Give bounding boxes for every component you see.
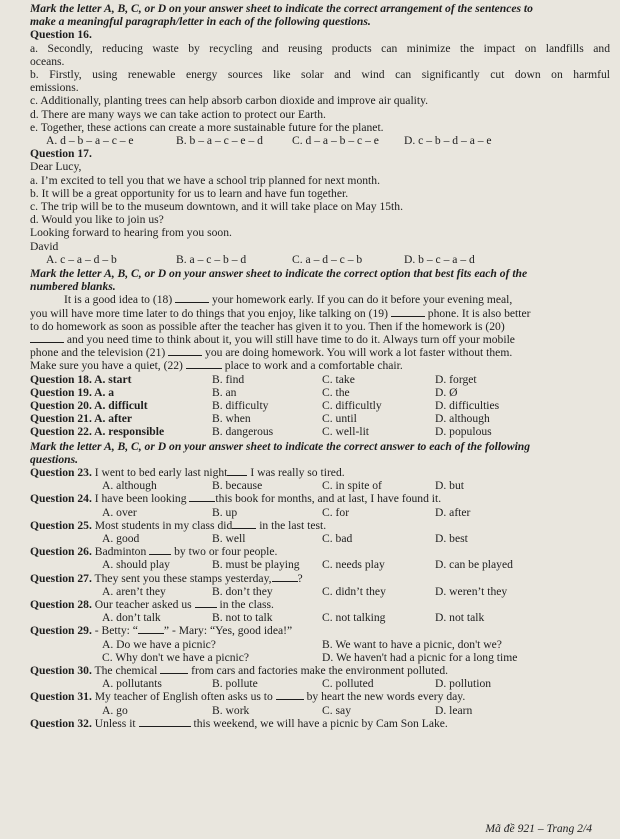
passage-text: you are doing homework. You will work a lot faster without them. [205,346,513,360]
question-stem: ? [297,571,303,585]
question-label: Question 30. [30,663,92,677]
passage-text: Make sure you have a quiet, (22) [30,359,183,373]
question-stem: Badminton [94,545,147,559]
q18-label-option-a[interactable]: Question 18. A. start [30,372,132,386]
question-stem: Unless it [94,716,136,730]
q22-option-b[interactable]: B. dangerous [212,425,274,439]
question-label: Question 27. [30,571,92,585]
question-stem: in the class. [219,597,274,611]
question-stem: My teacher of English often asks us to [94,690,273,704]
option-b[interactable]: B. up [212,505,238,519]
question-label: Question 25. [30,518,92,532]
blank-22[interactable] [186,359,222,369]
q21-options [30,412,610,425]
passage-text: place to work and a comfortable chair. [224,359,403,373]
answer-blank[interactable] [227,466,247,476]
q24-options [30,506,610,519]
question-stem: this weekend, we will have a picnic by Cam Son Lake. [193,716,448,730]
option-c[interactable]: C. polluted [322,677,374,691]
blank-19[interactable] [391,307,425,317]
question-label: Question 28. [30,597,92,611]
question-label: Question 26. [30,545,92,559]
answer-blank[interactable] [139,717,191,727]
option-b[interactable]: B. work [212,703,250,717]
option-d[interactable]: D. not talk [435,611,485,625]
passage-text: and you need time to think about it, you will still have time to do it. Always turn off your mobile [66,333,515,347]
q16-sentence: d. There are many ways we can take action to protect our Earth. [30,107,326,121]
option-a[interactable]: A. good [102,531,140,545]
answer-blank[interactable] [160,664,188,674]
passage-line [30,293,610,306]
answer-blank[interactable] [195,598,217,608]
option-a[interactable]: A. over [102,505,137,519]
option-b[interactable]: B. because [212,479,263,493]
question-32 [30,717,610,730]
q20-option-c[interactable]: C. difficultly [322,399,382,413]
q21-option-d[interactable]: D. although [435,412,490,426]
q27-options [30,585,610,598]
question-stem: by two or four people. [174,545,278,559]
question-stem: They sent you these stamps yesterday, [94,571,272,585]
question-16-label: Question 16. [30,28,92,42]
question-stem: this book for months, and at last, I have found it. [215,492,442,506]
option-c[interactable]: C. not talking [322,611,386,625]
option-b[interactable]: B. pollute [212,677,258,691]
passage-text: you will have more time later to do things that you enjoy, like talking on (19) [30,306,388,320]
question-stem: I was really so tired. [250,466,345,479]
q22-option-c[interactable]: C. well-lit [322,425,370,439]
option-d[interactable]: D. can be played [435,558,513,572]
answer-blank[interactable] [276,690,304,700]
question-23 [30,466,610,479]
q18-options [30,373,610,386]
question-label: Question 23. [30,466,92,479]
passage-text: phone. It is also better [427,306,531,320]
q18-option-c[interactable]: C. take [322,372,355,386]
option-a[interactable]: A. aren’t they [102,584,166,598]
q16-options [30,134,610,147]
instruction-cloze-line-1: Mark the letter A, B, C, or D on your answer sheet to indicate the correct option that best fits each of the [30,267,528,281]
answer-blank[interactable] [138,624,164,634]
q21-option-c[interactable]: C. until [322,412,357,426]
instruction-questions-line-1: Mark the letter A, B, C, or D on your answer sheet to indicate the correct answer to each of the following [30,439,531,453]
option-b[interactable]: B. not to talk [212,611,273,625]
q19-label-option-a[interactable]: Question 19. A. a [30,385,115,399]
option-c[interactable]: C. in spite of [322,479,382,493]
q26-options [30,558,610,571]
q19-options [30,386,610,399]
question-stem: The chemical [94,663,158,677]
option-b[interactable]: B. well [212,531,246,545]
question-stem: from cars and factories make the environment polluted. [191,663,449,677]
q17-line: Looking forward to hearing from you soon. [30,226,232,240]
q31-options [30,704,610,717]
option-d[interactable]: D. pollution [435,677,492,691]
q17-line: b. It will be a great opportunity for us to learn and have fun together. [30,186,349,200]
q22-option-d[interactable]: D. populous [435,425,492,439]
blank-20[interactable] [30,333,64,343]
q17-option-c[interactable]: C. a – d – c – b [292,252,363,266]
option-d[interactable]: D. best [435,531,468,545]
question-stem: by heart the new words every day. [306,690,466,704]
q17-line: a. I’m excited to tell you that we have a school trip planned for next month. [30,173,380,187]
option-c[interactable]: C. bad [322,531,353,545]
q17-options [30,253,610,266]
passage-line [30,346,610,359]
q18-option-b[interactable]: B. find [212,372,245,386]
question-stem: I went to bed early last night [94,466,228,479]
blank-21[interactable] [168,346,202,356]
question-28 [30,598,610,611]
option-c[interactable]: C. say [322,703,351,717]
question-25 [30,519,610,532]
option-b[interactable]: B. We want to have a picnic, don't we? [322,637,502,651]
option-d[interactable]: D. after [435,505,471,519]
q23-options [30,479,610,492]
q21-option-b[interactable]: B. when [212,412,251,426]
passage-line: to do homework as soon as possible after the teacher has given it to you. Then if the homework is (20) [30,319,505,333]
q20-option-b[interactable]: B. difficulty [212,399,269,413]
option-c[interactable]: C. needs play [322,558,385,572]
q20-options [30,399,610,412]
q17-line: Dear Lucy, [30,160,82,174]
option-d[interactable]: D. but [435,479,464,493]
question-stem: Most students in my class did [94,518,233,532]
q21-label-option-a[interactable]: Question 21. A. after [30,412,133,426]
q29-options-cd [30,651,610,664]
q17-line: David [30,239,59,253]
answer-blank[interactable] [149,545,171,555]
question-stem: - Betty: “ [94,624,138,638]
q17-option-a[interactable]: A. c – a – d – b [46,252,117,266]
passage-line [30,307,610,320]
passage-line [30,333,610,346]
passage-text: phone and the television (21) [30,346,166,360]
option-a[interactable]: A. go [102,703,128,717]
instruction-arrangement-line-1: Mark the letter A, B, C, or D on your answer sheet to indicate the correct arrangement of the sentences to [30,2,533,15]
question-31 [30,690,610,703]
option-d[interactable]: D. weren’t they [435,584,508,598]
question-stem: ” - Mary: “Yes, good idea!” [163,624,293,638]
q16-sentence: b. Firstly, using renewable energy sources like solar and wind can significantly cut down on harmful [30,68,610,82]
q20-option-d[interactable]: D. difficulties [435,399,500,413]
question-27 [30,572,610,585]
question-24 [30,492,610,505]
q22-options [30,425,610,438]
question-26 [30,545,610,558]
passage-text: your homework early. If you can do it before your evening meal, [212,293,513,307]
option-b[interactable]: B. must be playing [212,558,300,572]
q17-line: c. The trip will be to the museum downtown, and it will take place on May 15th. [30,200,403,214]
q16-option-a[interactable]: A. d – b – a – c – e [46,134,134,148]
option-a[interactable]: A. Do we have a picnic? [102,637,216,651]
instruction-questions-line-2: questions. [30,452,78,466]
q22-label-option-a[interactable]: Question 22. A. responsible [30,425,165,439]
passage-text: It is a good idea to (18) [64,293,173,307]
q16-sentence: c. Additionally, planting trees can help absorb carbon dioxide and improve air quality. [30,94,429,108]
question-label: Question 29. [30,624,92,638]
option-c[interactable]: C. Why don't we have a picnic? [102,650,250,664]
q19-option-c[interactable]: C. the [322,385,350,399]
question-label: Question 31. [30,690,92,704]
question-29 [30,624,610,637]
q16-sentence: a. Secondly, reducing waste by recycling and reusing products can minimize the impact on landfills and [30,41,610,55]
option-a[interactable]: A. pollutants [102,677,162,691]
option-c[interactable]: C. for [322,505,350,519]
q30-options [30,677,610,690]
q19-option-d[interactable]: D. Ø [435,385,458,399]
q16-option-c[interactable]: C. d – a – b – c – e [292,134,379,148]
q17-line: d. Would you like to join us? [30,213,164,227]
question-17-label: Question 17. [30,147,92,161]
page-footer: Mã đề 921 – Trang 2/4 [485,821,592,835]
instruction-arrangement-line-2: make a meaningful paragraph/letter in each of the following questions. [30,15,371,29]
question-stem: I have been looking [94,492,187,506]
q16-sentence: oceans. [30,54,65,68]
question-stem: Our teacher asked us [94,597,192,611]
answer-blank[interactable] [189,492,215,502]
instruction-cloze-line-2: numbered blanks. [30,280,116,294]
q28-options [30,611,610,624]
option-a[interactable]: A. should play [102,558,170,572]
option-a[interactable]: A. don’t talk [102,611,161,625]
answer-blank[interactable] [232,519,256,529]
passage-line [30,359,610,372]
q20-label-option-a[interactable]: Question 20. A. difficult [30,399,148,413]
question-stem: in the last test. [259,518,327,532]
option-a[interactable]: A. although [102,479,157,493]
question-label: Question 32. [30,716,92,730]
q16-option-b[interactable]: B. b – a – c – e – d [176,134,263,148]
q18-option-d[interactable]: D. forget [435,372,477,386]
q25-options [30,532,610,545]
question-30 [30,664,610,677]
q16-sentence: emissions. [30,81,79,95]
option-d[interactable]: D. learn [435,703,473,717]
q19-option-b[interactable]: B. an [212,385,237,399]
answer-blank[interactable] [272,572,298,582]
q16-sentence: e. Together, these actions can create a more sustainable future for the planet. [30,120,384,134]
option-b[interactable]: B. don’t they [212,584,273,598]
option-c[interactable]: C. didn’t they [322,584,386,598]
q17-option-b[interactable]: B. a – c – b – d [176,252,247,266]
q16-option-d[interactable]: D. c – b – d – a – e [404,134,492,148]
option-d[interactable]: D. We haven't had a picnic for a long time [322,650,518,664]
q17-option-d[interactable]: D. b – c – a – d [404,252,475,266]
q29-options-ab [30,638,610,651]
question-label: Question 24. [30,492,92,506]
blank-18[interactable] [175,293,209,303]
